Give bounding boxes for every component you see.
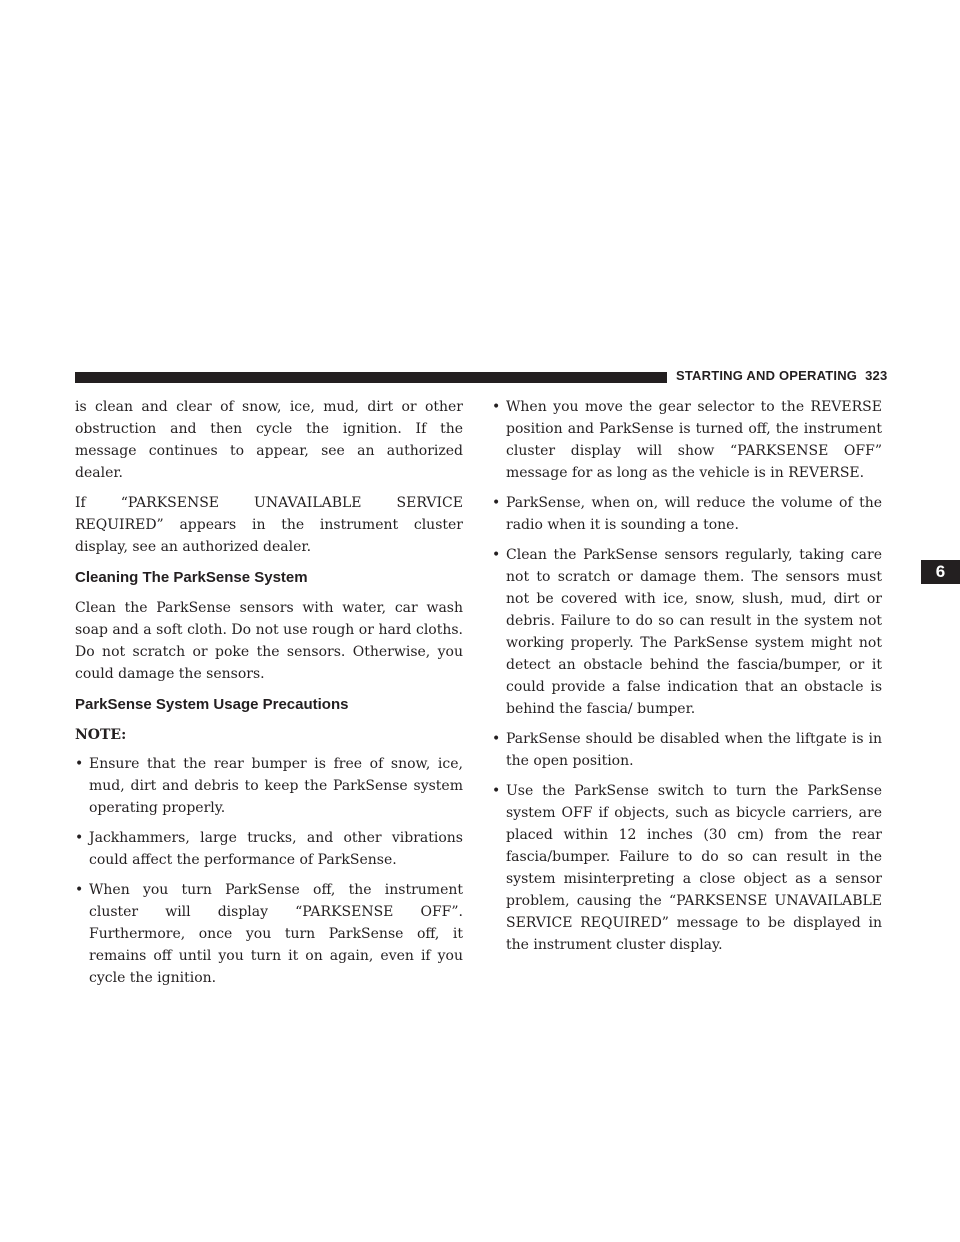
- list-item: [492, 728, 882, 772]
- left-column: [75, 396, 463, 997]
- bullet-icon: •: [492, 783, 501, 799]
- section-heading: Cleaning The ParkSense System: [75, 569, 308, 586]
- chapter-tab: 6: [921, 560, 960, 584]
- bullet-icon: •: [75, 882, 84, 898]
- list-item-text: When you move the gear selector to the REVERSE position and ParkSense is turned off, the instrument cluster display will show “PARKSENSE OFF” message for as long as the vehicle is in REVERSE.: [506, 399, 882, 481]
- running-header: [676, 368, 887, 383]
- note-label: NOTE:: [75, 727, 127, 743]
- header-rule: [75, 372, 667, 383]
- list-item: [492, 492, 882, 536]
- bullet-list: [492, 396, 882, 956]
- list-item-text: Use the ParkSense switch to turn the ParkSense system OFF if objects, such as bicycle carriers, are placed within 12 inches (30 cm) from the rear fascia/bumper. Failure to do so can result in the system misinterpreting a close object as a sensor problem, causing the “PARKSENSE UNAVAILABLE SERVICE REQUIRED” message to be displayed in the instrument cluster display.: [506, 783, 882, 953]
- list-item: [75, 827, 463, 871]
- list-item-text: Clean the ParkSense sensors regularly, taking care not to scratch or damage them. The sensors must not be covered with ice, snow, slush, mud, dirt or debris. Failure to do so can result in the system not working properly. The ParkSense system might not detect an obstacle behind the fascia/bumper, or it could provide a false indication that an obstacle is behind the fascia/ bumper.: [506, 547, 882, 717]
- bullet-list: [75, 753, 463, 989]
- list-item-text: Ensure that the rear bumper is free of snow, ice, mud, dirt and debris to keep the ParkSense system operating properly.: [89, 756, 463, 816]
- list-item: [75, 753, 463, 819]
- bullet-icon: •: [492, 547, 501, 563]
- list-item: [492, 544, 882, 720]
- paragraph: is clean and clear of snow, ice, mud, dirt or other obstruction and then cycle the ignition. If the message continues to appear, see an authorized dealer.: [75, 399, 463, 481]
- paragraph: Clean the ParkSense sensors with water, car wash soap and a soft cloth. Do not use rough or hard cloths. Do not scratch or poke the sensors. Otherwise, you could damage the sensors.: [75, 600, 463, 682]
- list-item: [492, 780, 882, 956]
- page-number: 323: [865, 368, 888, 383]
- paragraph: If “PARKSENSE UNAVAILABLE SERVICE REQUIRED” appears in the instrument cluster display, see an authorized dealer.: [75, 495, 463, 555]
- list-item-text: ParkSense should be disabled when the liftgate is in the open position.: [506, 731, 882, 769]
- bullet-icon: •: [492, 495, 501, 511]
- section-heading: ParkSense System Usage Precautions: [75, 696, 349, 713]
- bullet-icon: •: [492, 731, 501, 747]
- bullet-icon: •: [492, 399, 501, 415]
- list-item-text: When you turn ParkSense off, the instrument cluster will display “PARKSENSE OFF”. Furthermore, once you turn ParkSense off, it remains off until you turn it on again, even if you cycle the ignition.: [89, 882, 463, 986]
- bullet-icon: •: [75, 756, 84, 772]
- list-item: [492, 396, 882, 484]
- bullet-icon: •: [75, 830, 84, 846]
- section-title: STARTING AND OPERATING: [676, 368, 858, 383]
- list-item: [75, 879, 463, 989]
- list-item-text: ParkSense, when on, will reduce the volume of the radio when it is sounding a tone.: [506, 495, 882, 533]
- list-item-text: Jackhammers, large trucks, and other vibrations could affect the performance of ParkSense.: [89, 830, 463, 868]
- right-column: [492, 396, 882, 964]
